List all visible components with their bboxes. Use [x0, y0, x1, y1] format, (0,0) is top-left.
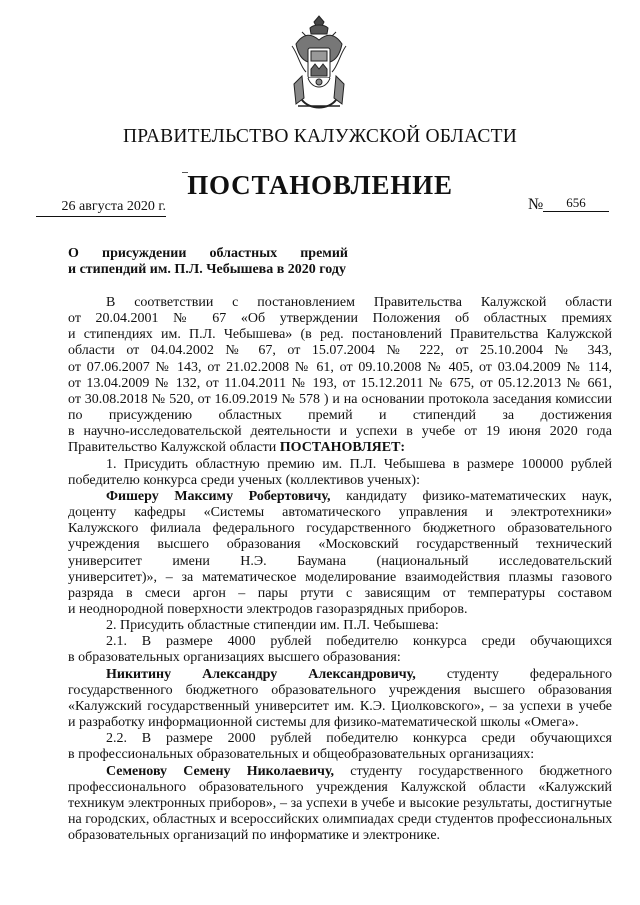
resolves-keyword: ПОСТАНОВЛЯЕТ:	[279, 440, 406, 456]
item-2-1-line: 2.1. В размере 4000 рублей победителю конкурса среди обучающихся	[106, 634, 612, 650]
document-date: 26 августа 2020 г.	[36, 198, 166, 217]
scholar-name-part: Никитину	[106, 666, 172, 682]
document-body	[68, 295, 612, 844]
scholar-name-part: Александровичу,	[308, 666, 416, 682]
document-number: 656	[543, 196, 609, 212]
preamble-line: в научно-исследовательской деятельности и успехи в учебе от 19 июня 2020 года	[68, 424, 612, 440]
preamble-line: области от 04.04.2002 № 67, от 15.07.2004 № 222, от 25.10.2004 № 343,	[68, 343, 612, 359]
government-title: ПРАВИТЕЛЬСТВО КАЛУЖСКОЙ ОБЛАСТИ	[123, 126, 517, 147]
scholar-line: Никитину Александру Александровичу, студенту федерального	[106, 666, 612, 682]
item-2-2-line: профессионального образовательного учреждения Калужской области «Калужский	[68, 779, 612, 795]
laureate-name: Фишеру Максиму Робертовичу,	[106, 488, 331, 504]
item-1-line: и неоднородной поверхности электродов газоразрядных приборов.	[68, 601, 468, 617]
coat-of-arms-emblem	[290, 14, 348, 114]
item-1-line: университет имени Н.Э. Баумана (национальный исследовательский	[68, 553, 612, 569]
scholar-name-part: Александру	[202, 666, 278, 682]
number-label: №	[528, 196, 544, 213]
document-subject	[68, 246, 348, 278]
item-2-1-line: в образовательных организациях высшего образования:	[68, 650, 401, 666]
preamble-line: по присуждению областных премий и стипендий за достижения	[68, 408, 612, 424]
item-1-line: доценту кафедры «Системы автоматического управления и электротехники»	[68, 505, 612, 521]
preamble-line: и стипендиях им. П.Л. Чебышева» (в ред. постановлений Правительства Калужской	[68, 327, 612, 343]
item-1-line: победителю конкурса среди ученых (коллективов ученых):	[68, 472, 420, 488]
subject-line-2: и стипендий им. П.Л. Чебышева в 2020 году	[68, 262, 346, 277]
item-2-2-line: на городских, областных и всероссийских олимпиадах среди студентов профессиональных	[68, 812, 613, 827]
item-1-line: университет)», – за математическое моделирование взаимодействия плазмы газового	[68, 569, 612, 585]
item-2-line: 2. Присудить областные стипендии им. П.Л. Чебышева:	[106, 618, 439, 634]
preamble-line: от 30.08.2018 № 520, от 16.09.2019 № 578 ) и на основании протокола заседания комиссии	[68, 391, 612, 407]
subject-line-1: О присуждении областных премий	[68, 246, 348, 261]
preamble-line: Правительство Калужской области ПОСТАНОВЛЯЕТ:	[68, 440, 406, 456]
scholar-name: Семенову Семену Николаевичу,	[106, 763, 335, 779]
item-2-2-line: образовательных организаций по информатике и электронике.	[68, 828, 441, 844]
laureate-line: Фишеру Максиму Робертовичу, кандидату физико-математических наук,	[106, 488, 612, 504]
preamble-line: В соответствии с постановлением Правительства Калужской области	[106, 295, 612, 310]
item-2-1-line: государственного бюджетного образовательного учреждения высшего образования	[68, 682, 612, 698]
item-2-1-line: «Калужский государственный университет им. К.Э. Циолковского», – за успехи в учебе	[68, 698, 612, 714]
item-2-2-line: 2.2. В размере 2000 рублей победителю конкурса среди обучающихся	[106, 731, 612, 747]
preamble-line: от 07.06.2007 № 143, от 21.02.2008 № 61, от 09.10.2008 № 405, от 03.04.2009 № 114,	[68, 359, 612, 375]
item-1-line: разряда в смеси аргон – пары ртути с зависящим от температуры составом	[68, 585, 612, 601]
item-1-line: Калужского филиала федерального государственного бюджетного образовательного	[68, 521, 612, 537]
item-2-1-line: и разработку информационной системы для физико-математической школы «Омега».	[68, 715, 579, 731]
item-1-line: учреждения высшего образования «Московский государственный технический	[68, 537, 612, 553]
item-2-2-line: техникум электронных приборов», – за успехи в учебе и высокие результаты, достигнутые	[68, 795, 612, 811]
item-2-2-line: в профессиональных образовательных и общеобразовательных организациях:	[68, 747, 535, 763]
document-type-heading: ПОСТАНОВЛЕНИЕ	[187, 170, 453, 200]
item-1-line: 1. Присудить областную премию им. П.Л. Чебышева в размере 100000 рублей	[106, 456, 612, 472]
preamble-line: от 13.04.2009 № 132, от 11.04.2011 № 193, от 15.12.2011 № 675, от 05.12.2013 № 661,	[68, 375, 612, 391]
preamble-line: от 20.04.2001 № 67 «Об утверждении Положения об областных премиях	[68, 311, 612, 327]
scholar-line: Семенову Семену Николаевичу, студенту государственного бюджетного	[106, 763, 613, 779]
